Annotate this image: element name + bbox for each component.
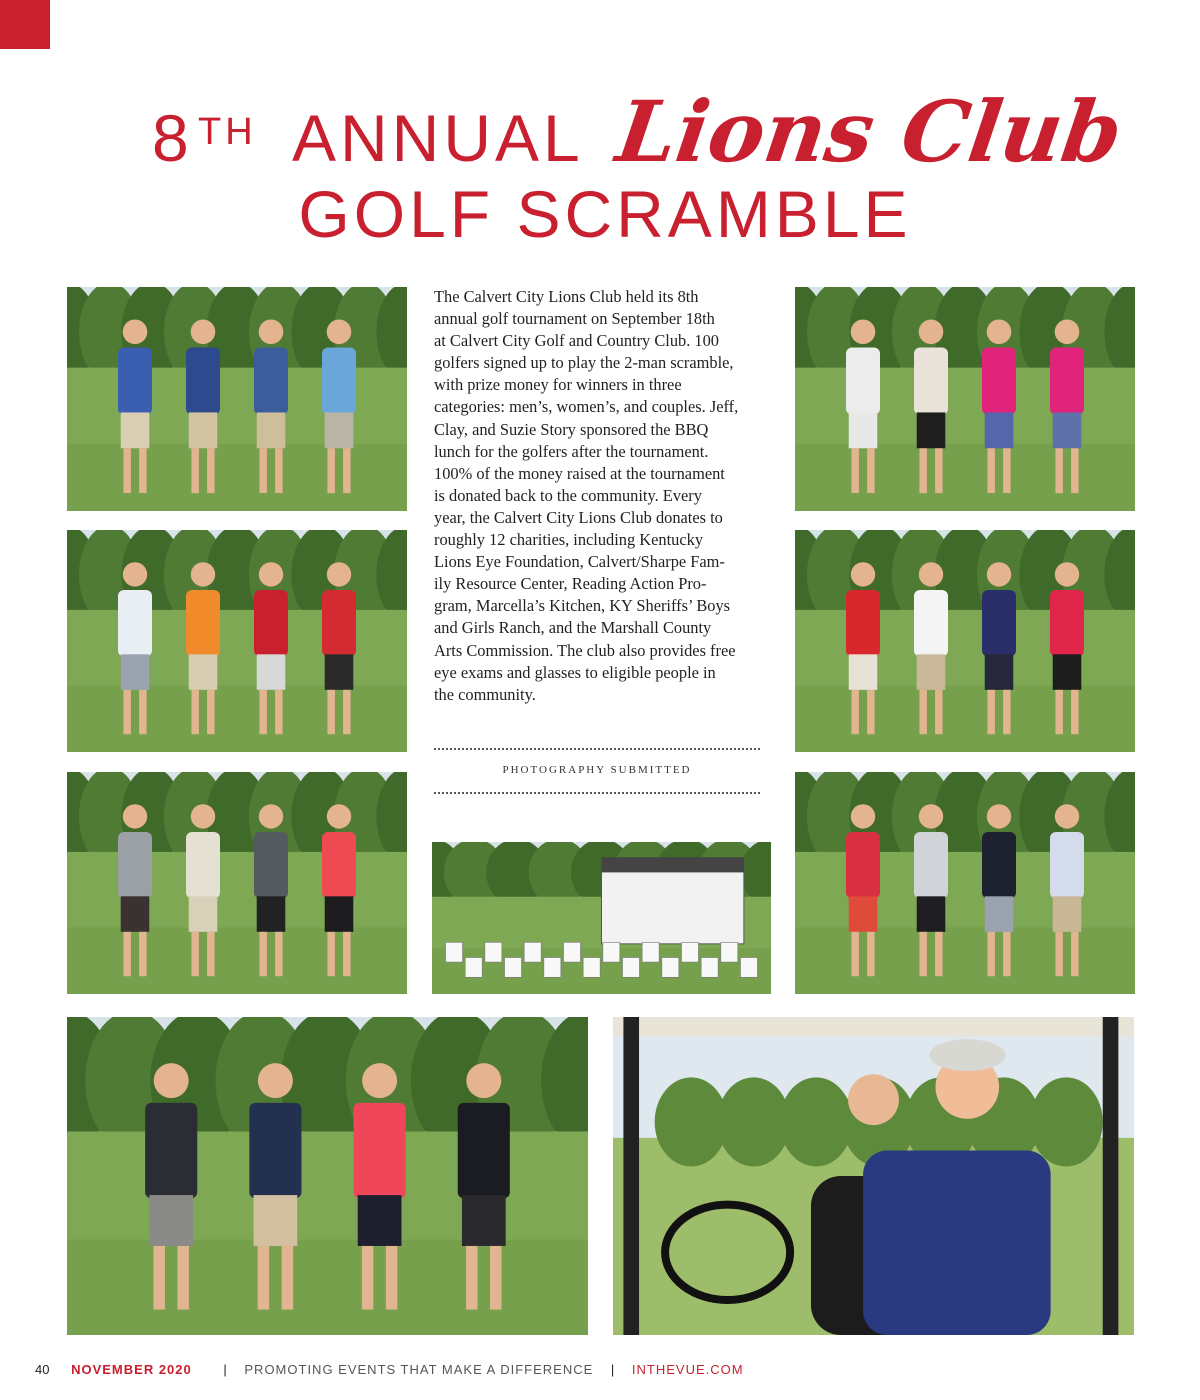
photo-image — [795, 287, 1135, 511]
photo-golfers-3 — [67, 530, 407, 752]
title-line-2: GOLF SCRAMBLE — [298, 177, 912, 251]
footer-separator: | — [610, 1362, 615, 1377]
title-annual: ANNUAL — [292, 101, 584, 175]
photo-image — [795, 772, 1135, 994]
page-title — [0, 82, 1200, 181]
photo-image — [432, 842, 771, 994]
title-script: Lions Club — [611, 82, 1129, 181]
article-body: The Calvert City Lions Club held its 8th annual golf tournament on September 18th at Calvert City Golf and Country Club. 100 golfers signed up to play the 2-man scramble, with prize money for winners in three categories: men’s, women’s, and couples. Jeff, Clay, and Suzie Story sponsored the BBQ lunch for the golfers after the tournament. 100% of the money raised at the tournament is donated back to the community. Every year, the Calvert City Lions Club donates to roughly 12 charities, including Kentucky Lions Eye Foundation, Calvert/Sharpe Fam- ily Resource Center, Reading Action Pro- gram, Marcella’s Kitchen, KY Sheriffs’ Boys and Girls Ranch, and the Marshall County Arts Commission. The club also provides free eye exams and glasses to eligible people in the community. — [434, 287, 739, 704]
photo-golfers-1 — [67, 287, 407, 511]
photo-golfers-2 — [795, 287, 1135, 511]
title-number: 8 — [152, 101, 193, 175]
corner-accent — [0, 0, 50, 49]
photo-image — [613, 1017, 1134, 1335]
page-number: 40 — [35, 1362, 50, 1377]
divider-bottom — [434, 792, 760, 794]
photo-golfers-5 — [67, 772, 407, 994]
photo-image — [67, 772, 407, 994]
photo-credit: PHOTOGRAPHY SUBMITTED — [502, 764, 692, 776]
photo-golfers-4 — [795, 530, 1135, 752]
photo-image — [67, 530, 407, 752]
photo-sponsor-signs — [432, 842, 771, 994]
photo-image — [67, 1017, 588, 1335]
footer-separator: | — [223, 1362, 227, 1377]
website-link[interactable]: INTHEVUE.COM — [631, 1362, 744, 1377]
footer-tagline: PROMOTING EVENTS THAT MAKE A DIFFERENCE — [244, 1362, 594, 1377]
photo-image — [795, 530, 1135, 752]
issue-date: NOVEMBER 2020 — [71, 1362, 192, 1377]
divider-top — [434, 748, 760, 750]
photo-image — [67, 287, 407, 511]
photo-golfers-6 — [795, 772, 1135, 994]
photo-golf-cart — [613, 1017, 1134, 1335]
photo-golfers-7 — [67, 1017, 588, 1335]
title-ordinal: TH — [198, 111, 257, 153]
page-footer — [35, 1362, 744, 1378]
